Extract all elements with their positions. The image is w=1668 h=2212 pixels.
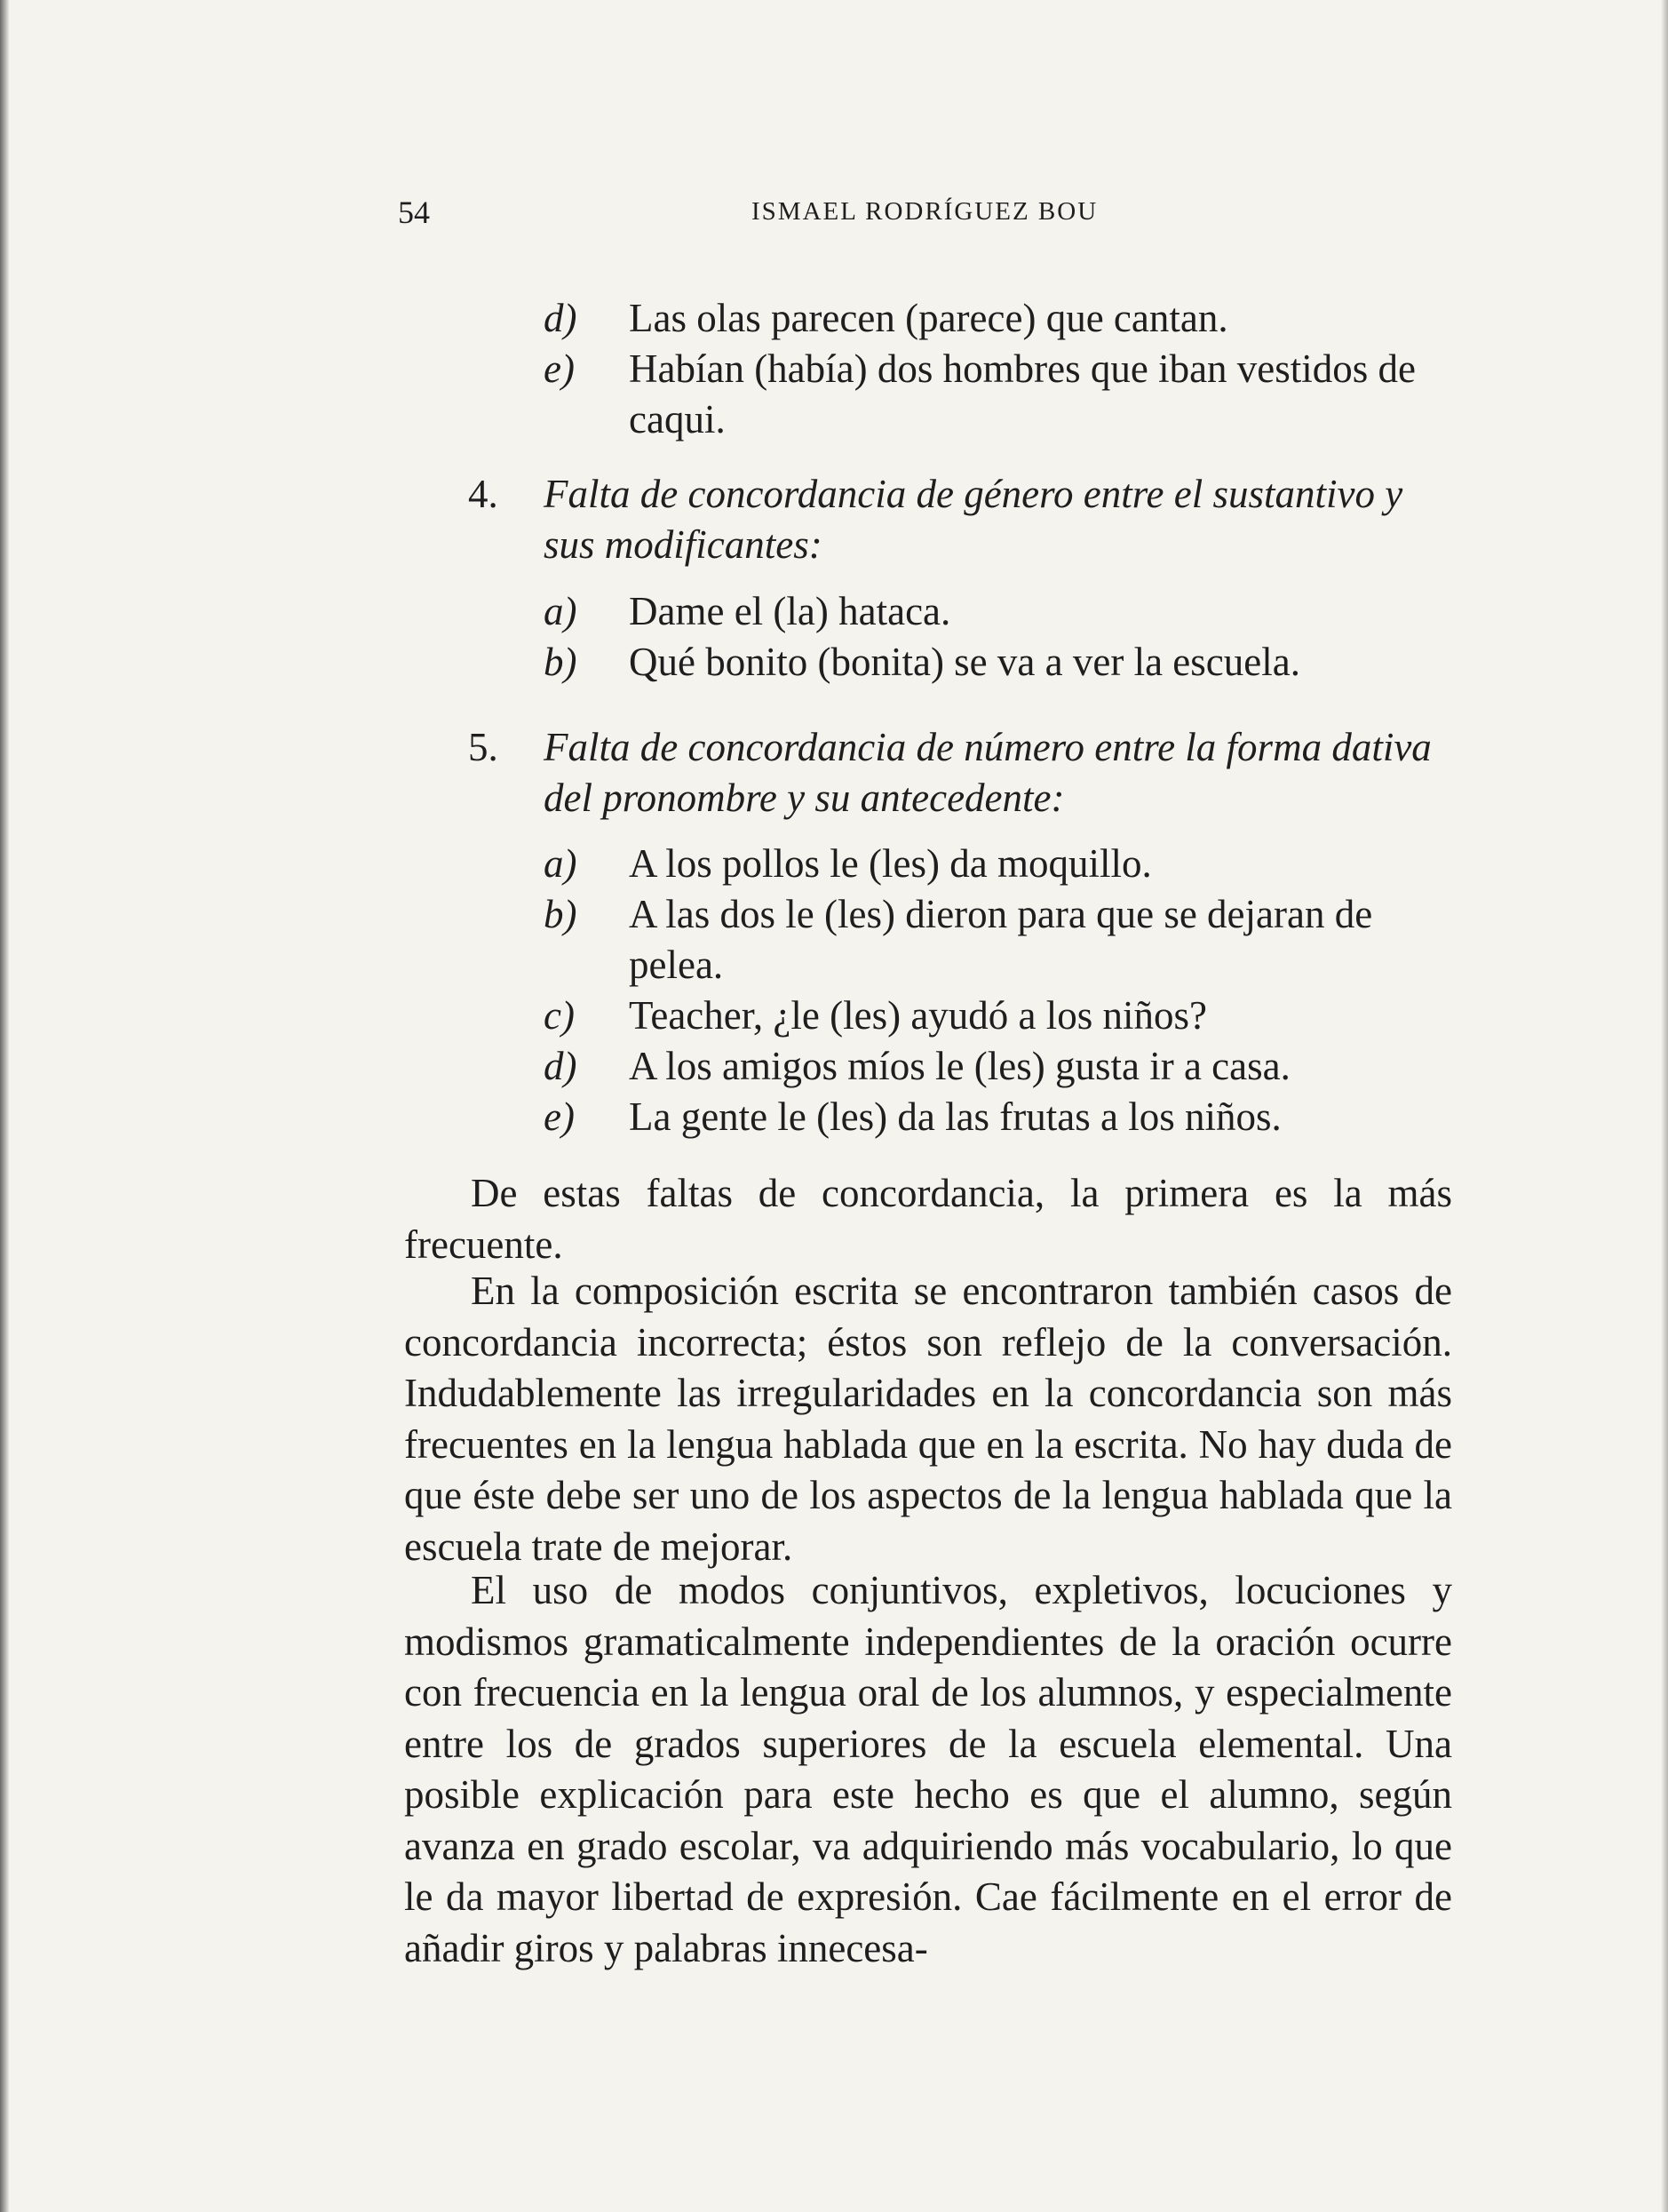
paragraph-1: De estas faltas de concordancia, la primera es la más frecuente. bbox=[404, 1171, 1452, 1267]
example-text: A los amigos míos le (les) gusta ir a casa. bbox=[629, 1044, 1291, 1088]
example-text: A las dos le (les) dieron para que se dejaran de pelea. bbox=[629, 892, 1373, 987]
example-text: Habían (había) dos hombres que iban vestidos de caqui. bbox=[629, 346, 1417, 442]
example-text: Las olas parecen (parece) que cantan. bbox=[629, 296, 1228, 340]
example-label: d) bbox=[544, 1044, 577, 1088]
example-label: c) bbox=[544, 993, 575, 1038]
page-header bbox=[398, 194, 1446, 238]
paragraph-3: El uso de modos conjuntivos, expletivos, locuciones y modismos gramaticalmente independientes de la oración ocurre con frecuencia en la lengua oral de los alumnos, y especialmente entre los de grados superiores de la escuela elemental. Una posible explicación para este hecho es que el alumno, según avanza en grado escolar, va adquiriendo más vocabulario, lo que le da mayor libertad de expresión. Cae fácilmente en el error de añadir giros y palabras innecesa- bbox=[404, 1568, 1452, 1970]
paragraph-2: En la composición escrita se encontraron también casos de concordancia incorrecta; éstos son reflejo de la conversación. Indudablemente las irregularidades en la concordancia son más frecuentes en la lengua hablada que en la escrita. No hay duda de que éste debe ser uno de los aspectos de la lengua hablada que la escuela trate de mejorar. bbox=[404, 1269, 1452, 1569]
example-label: b) bbox=[544, 892, 577, 936]
page-edge-shadow-left bbox=[0, 0, 9, 2212]
example-text: Dame el (la) hataca. bbox=[629, 589, 951, 633]
example-label: a) bbox=[544, 589, 577, 633]
example-text: A los pollos le (les) da moquillo. bbox=[629, 841, 1152, 886]
page-number: 54 bbox=[398, 195, 430, 230]
example-label: b) bbox=[544, 640, 577, 684]
example-label: d) bbox=[544, 296, 577, 340]
section-number: 4. bbox=[468, 472, 498, 516]
page-edge-shadow-right bbox=[1661, 0, 1668, 2212]
section-heading-text: Falta de concordancia de género entre el sustantivo y sus modificantes: bbox=[544, 472, 1403, 567]
section-number: 5. bbox=[468, 725, 498, 769]
example-label: e) bbox=[544, 1094, 575, 1139]
section-heading-text: Falta de concordancia de número entre la forma dativa del pronombre y su antecedente: bbox=[544, 725, 1432, 820]
example-text: Teacher, ¿le (les) ayudó a los niños? bbox=[629, 993, 1208, 1038]
running-head: ISMAEL RODRÍGUEZ BOU bbox=[751, 197, 1099, 226]
example-label: a) bbox=[544, 841, 577, 886]
example-text: Qué bonito (bonita) se va a ver la escuela. bbox=[629, 640, 1300, 684]
example-text: La gente le (les) da las frutas a los niños. bbox=[629, 1094, 1282, 1139]
example-label: e) bbox=[544, 346, 575, 391]
